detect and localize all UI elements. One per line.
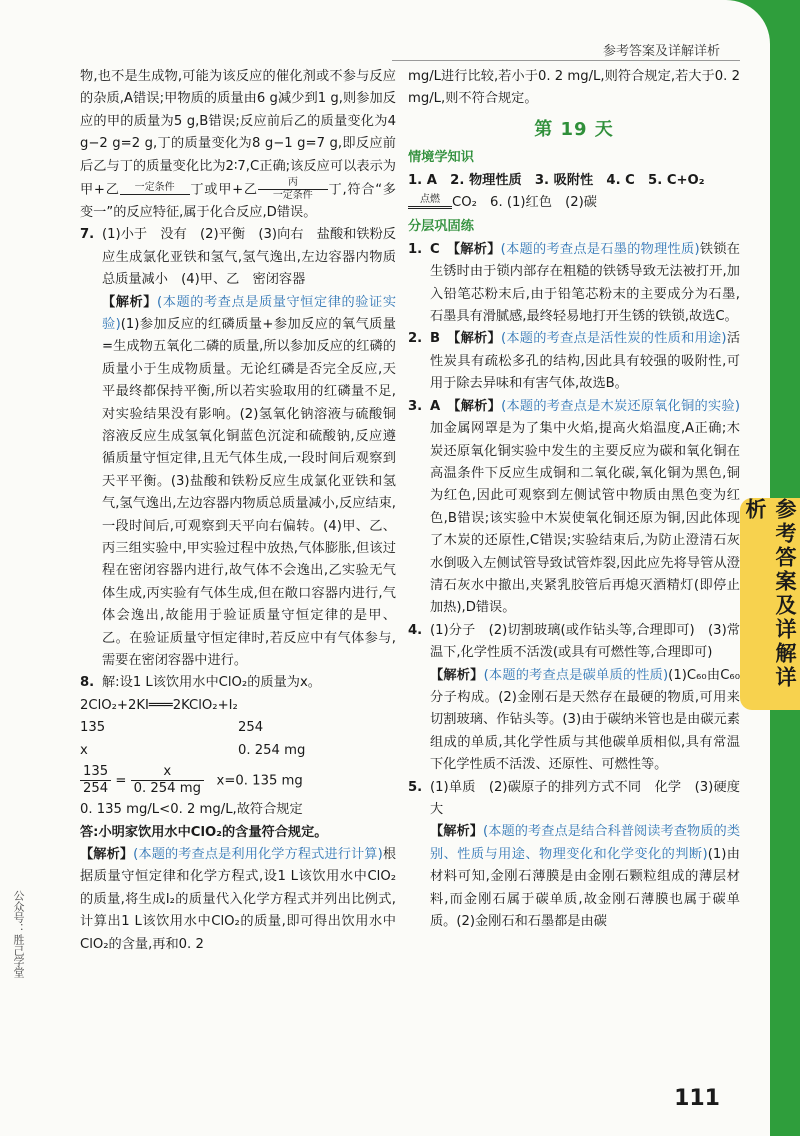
q8-explanation: 【解析】(本题的考查点是利用化学方程式进行计算)根据质量守恒定律和化学方程式,设1 L该饮用水中ClO₂的质量,将生成I₂的质量代入化学方程式并列出比例式,计算出1 L该饮用水中ClO₂的质量,即可得出饮用水中ClO₂的含量,再和0. 2 — [80, 846, 397, 952]
q8-equation: 2ClO₂+2KI═══2KClO₂+I₂ — [80, 697, 238, 713]
side-tab-label: 参考答案及详解详析 — [740, 498, 800, 710]
situational-answers-line2: 点燃 CO₂ 6. (1)红色 (2)碳 — [408, 192, 740, 214]
q8-final-answer: 答:小明家饮用水中ClO₂的含量符合规定。 — [80, 824, 328, 840]
right-column — [408, 66, 740, 933]
question-7: 7. (1)小于 没有 (2)平衡 (3)向右 盐酸和铁粉反应生成氯化亚铁和氢气,氢气逸出,左边容器内物质总质量减小 (4)甲、乙 密闭容器 【解析】(本题的考查点是质量守恒定律的验证实验)(1)参加反应的红磷质量+参加反应的氧气质量=生成物五氧化二磷的质量,所以参加反应的红磷的质量小于生成物质量。无论红磷是否完全反应,天平最终都保持平衡,所以若实验取用的红磷量不足,对实验结果没有影响。(2)氢氧化钠溶液与硫酸铜溶液反应生成氢氧化铜蓝色沉淀和硫酸钠,反应遵循质量守恒定律,且无气体生成,一段时间后观察到天平平衡。(3)盐酸和铁粉反应生成氯化亚铁和氢气,氢气逸出,左边容器内物质总质量减小,反应结束,一段时间后,可观察到天平向右偏转。(4)甲、乙、丙三组实验中,甲实验过程中放热,气体膨胀,但该过程在密闭容器内进行,故气体不会逸出,乙实验无气体生成,丙实验有气体生成,但在敞口容器内进行,气体会逸出,故能用于验证质量守恒定律的是甲、乙。在验证质量守恒定律时,若反应中有气体参与,需要在密闭容器中进行。 — [80, 224, 396, 672]
q8-compare: 0. 135 mg/L<0. 2 mg/L,故符合规定 — [80, 802, 303, 818]
reaction-condition-1: 一定条件 — [120, 183, 190, 196]
reaction-condition-2: 丙 一定条件 — [258, 178, 328, 201]
q6-explanation-cont: 物,也不是生成物,可能为该反应的催化剂或不参与反应的杂质,A错误;甲物质的质量由6 g减少到1 g,则参加反应的甲的质量为5 g,B错误;反应前后乙的质量变化为4 g−2 g=2 g,丁的质量变化为8 g−1 g=7 g,即反应前后乙与丁的质量变化比为2∶7,C正确;该反应可以表示为甲+乙 一定条件 丁或甲+乙 丙 一定条件 丁,符合“多变一”的反应特征,属于化合反应,D错误。 — [80, 69, 396, 220]
q8-proportion: $\frac{135}{254}$ = $\frac{x}{0. 254 mg}$ x=0. 135 mg — [80, 764, 396, 797]
q8-explanation-cont: mg/L进行比较,若小于0. 2 mg/L,则符合规定,若大于0. 2 mg/L,则不符合规定。 — [408, 69, 740, 107]
q8-ratio-row-1: 135 254 — [80, 720, 264, 736]
practice-4: 4. (1)分子 (2)切割玻璃(或作钻头等,合理即可) (3)常温下,化学性质不活泼(或具有可燃性等,合理即可) 【解析】(本题的考查点是碳单质的性质)(1)C₆₀由C₆₀分子构成。(2)金刚石是天然存在最硬的物质,可用来切割玻璃、作钻头等。(3)由于碳纳米管也是由碳元素组成的单质,其化学性质与其他碳单质相似,具有常温下化学性质不活泼、还原性、可燃性等。 — [408, 622, 741, 773]
q7-answer: (1)小于 没有 (2)平衡 (3)向右 盐酸和铁粉反应生成氯化亚铁和氢气,氢气逸出,左边容器内物质总质量减小 (4)甲、乙 密闭容器 — [102, 227, 396, 288]
section-situational: 情境学知识 — [408, 150, 474, 166]
publisher-note: 公众号：胜己学堂 — [12, 890, 25, 978]
question-8: 8. 解:设1 L该饮用水中ClO₂的质量为x。 — [80, 672, 396, 694]
situational-answers-line1: 1. A 2. 物理性质 3. 吸附性 4. C 5. C+O₂ — [408, 172, 705, 188]
q8-intro: 解:设1 L该饮用水中ClO₂的质量为x。 — [102, 675, 321, 691]
section-layered-practice: 分层巩固练 — [408, 219, 474, 235]
left-column — [80, 66, 396, 956]
practice-1: 1. C 【解析】(本题的考查点是石墨的物理性质)铁锁在生锈时由于锁内部存在粗糙的铁锈导致无法被打开,加入铅笔芯粉末后,由于铅笔芯粉末的主要成分为石墨,石墨具有滑腻感,最终轻易地打开生锈的铁锁,故选C。 — [408, 241, 740, 325]
practice-2: 2. B 【解析】(本题的考查点是活性炭的性质和用途)活性炭具有疏松多孔的结构,因此具有较强的吸附性,可用于除去异味和有害气体,故选B。 — [408, 331, 741, 392]
page-number: 111 — [674, 1086, 720, 1111]
header-rule — [392, 60, 740, 61]
practice-3: 3. A 【解析】(本题的考查点是木炭还原氧化铜的实验)加金属网罩是为了集中火焰,提高火焰温度,A正确;木炭还原氧化铜实验中发生的主要反应为碳和氧化铜在高温条件下反应生成铜和二氧化碳,氧化铜为黑色,铜为红色,因此可观察到左侧试管中物质由黑色变为红色,B错误;该实验中木炭使氧化铜还原为铜,因此体现了木炭的还原性,C错误;实验结束后,为防止澄清石灰水倒吸入左侧试管导致试管炸裂,因此应先将导管从澄清石灰水中撤出,夹紧乳胶管后再熄灭酒精灯(即停止加热),D错误。 — [408, 398, 741, 616]
day-title: 第 19 天 — [534, 118, 614, 140]
ignite-condition: 点燃 — [408, 195, 452, 210]
practice-5: 5. (1)单质 (2)碳原子的排列方式不同 化学 (3)硬度大 【解析】(本题的考查点是结合科普阅读考查物质的类别、性质与用途、物理变化和化学变化的判断)(1)由材料可知,金刚石薄膜是由金刚石颗粒组成的薄层材料,而金刚石属于碳单质,故金刚石薄膜也属于碳单质。(2)金刚石和石墨都是由碳 — [408, 779, 741, 930]
q8-ratio-row-2: x 0. 254 mg — [80, 742, 306, 758]
q7-explanation: 【解析】(本题的考查点是质量守恒定律的验证实验)(1)参加反应的红磷质量+参加反应的氧气质量=生成物五氧化二磷的质量,所以参加反应的红磷的质量小于生成物质量。无论红磷是否完全反应,天平最终都保持平衡,所以若实验取用的红磷量不足,对实验结果没有影响。(2)氢氧化钠溶液与硫酸铜溶液反应生成氢氧化铜蓝色沉淀和硫酸钠,反应遵循质量守恒定律,且无气体生成,一段时间后观察到天平平衡。(3)盐酸和铁粉反应生成氯化亚铁和氢气,氢气逸出,左边容器内物质总质量减小,反应结束,一段时间后,可观察到天平向右偏转。(4)甲、乙、丙三组实验中,甲实验过程中放热,气体膨胀,但该过程在密闭容器内进行,故气体不会逸出,乙实验无气体生成,丙实验有气体生成,但在敞口容器内进行,气体会逸出,故能用于验证质量守恒定律的是甲、乙。在验证质量守恒定律时,若反应中有气体参与,需要在密闭容器中进行。 — [102, 294, 397, 669]
running-header: 参考答案及详解详析 — [602, 44, 720, 59]
